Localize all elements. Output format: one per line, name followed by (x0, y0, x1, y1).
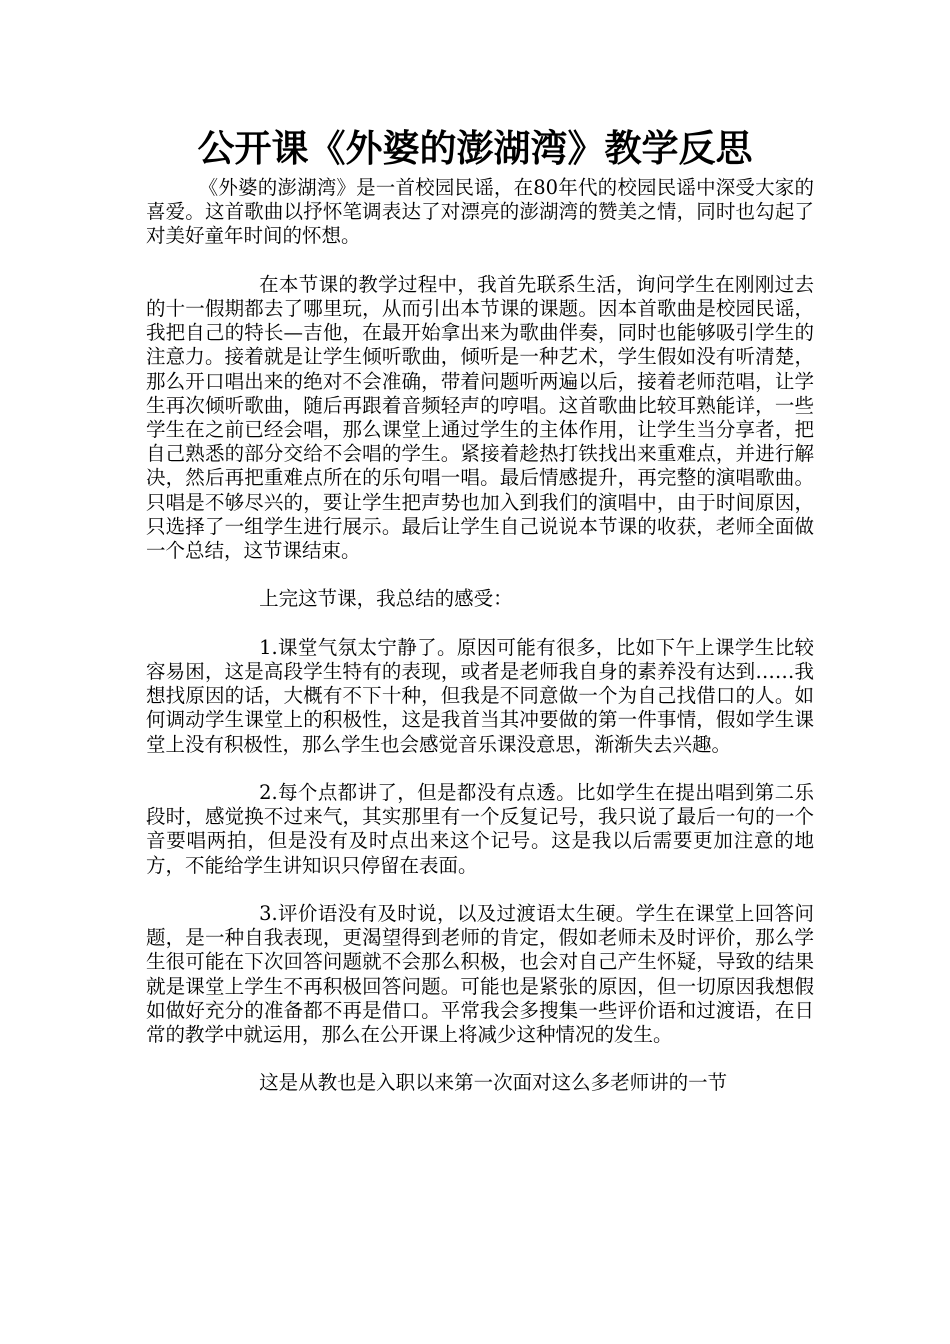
paragraph-teaching-process: 在本节课的教学过程中，我首先联系生活，询问学生在刚刚过去的十一假期都去了哪里玩，从而引出本节课的课题。因本首歌曲是校园民谣，我把自己的特长—吉他，在最开始拿出来为歌曲伴奏，同时也能够吸引学生的注意力。接着就是让学生倾听歌曲，倾听是一种艺术，学生假如没有听清楚，那么开口唱出来的绝对不会准确，带着问题听两遍以后，接着老师范唱，让学生再次倾听歌曲，随后再跟着音频轻声的哼唱。这首歌曲比较耳熟能详，一些学生在之前已经会唱，那么课堂上通过学生的主体作用，让学生当分享者，把自己熟悉的部分交给不会唱的学生。紧接着趁热打铁找出来重难点，并进行解决，然后再把重难点所在的乐句唱一唱。最后情感提升，再完整的演唱歌曲。只唱是不够尽兴的，要让学生把声势也加入到我们的演唱中，由于时间原因，只选择了一组学生进行展示。最后让学生自己说说本节课的收获，老师全面做一个总结，这节课结束。 (146, 272, 814, 563)
paragraph-point-2: 2.每个点都讲了，但是都没有点透。比如学生在提出唱到第二乐段时，感觉换不过来气，其实那里有一个反复记号，我只说了最后一句的一个音要唱两拍，但是没有及时点出来这个记号。这是我以后需要更加注意的地方，不能给学生讲知识只停留在表面。 (146, 781, 814, 877)
paragraph-point-3: 3.评价语没有及时说，以及过渡语太生硬。学生在课堂上回答问题，是一种自我表现，更渴望得到老师的肯定，假如老师未及时评价，那么学生很可能在下次回答问题就不会那么积极，也会对自己产生怀疑，导致的结果就是课堂上学生不再积极回答问题。可能也是紧张的原因，但一切原因我想假如做好充分的准备都不再是借口。平常我会多搜集一些评价语和过渡语，在日常的教学中就运用，那么在公开课上将减少这种情况的发生。 (146, 902, 814, 1047)
paragraph-summary-lead: 上完这节课，我总结的感受： (259, 587, 513, 611)
document-title: 公开课《外婆的澎湖湾》教学反思 (197, 126, 753, 170)
document-body (146, 176, 814, 1120)
paragraph-intro: 《外婆的澎湖湾》是一首校园民谣，在80年代的校园民谣中深受大家的喜爱。这首歌曲以抒怀笔调表达了对漂亮的澎湖湾的赞美之情，同时也勾起了对美好童年时间的怀想。 (146, 176, 814, 248)
paragraph-closing: 这是从教也是入职以来第一次面对这么多老师讲的一节 (259, 1071, 728, 1095)
paragraph-point-1: 1.课堂气氛太宁静了。原因可能有很多，比如下午上课学生比较容易困，这是高段学生特有的表现，或者是老师我自身的素养没有达到……我想找原因的话，大概有不下十种，但我是不同意做一个为自己找借口的人。如何调动学生课堂上的积极性，这是我首当其冲要做的第一件事情，假如学生课堂上没有积极性，那么学生也会感觉音乐课没意思，渐渐失去兴趣。 (146, 635, 814, 756)
